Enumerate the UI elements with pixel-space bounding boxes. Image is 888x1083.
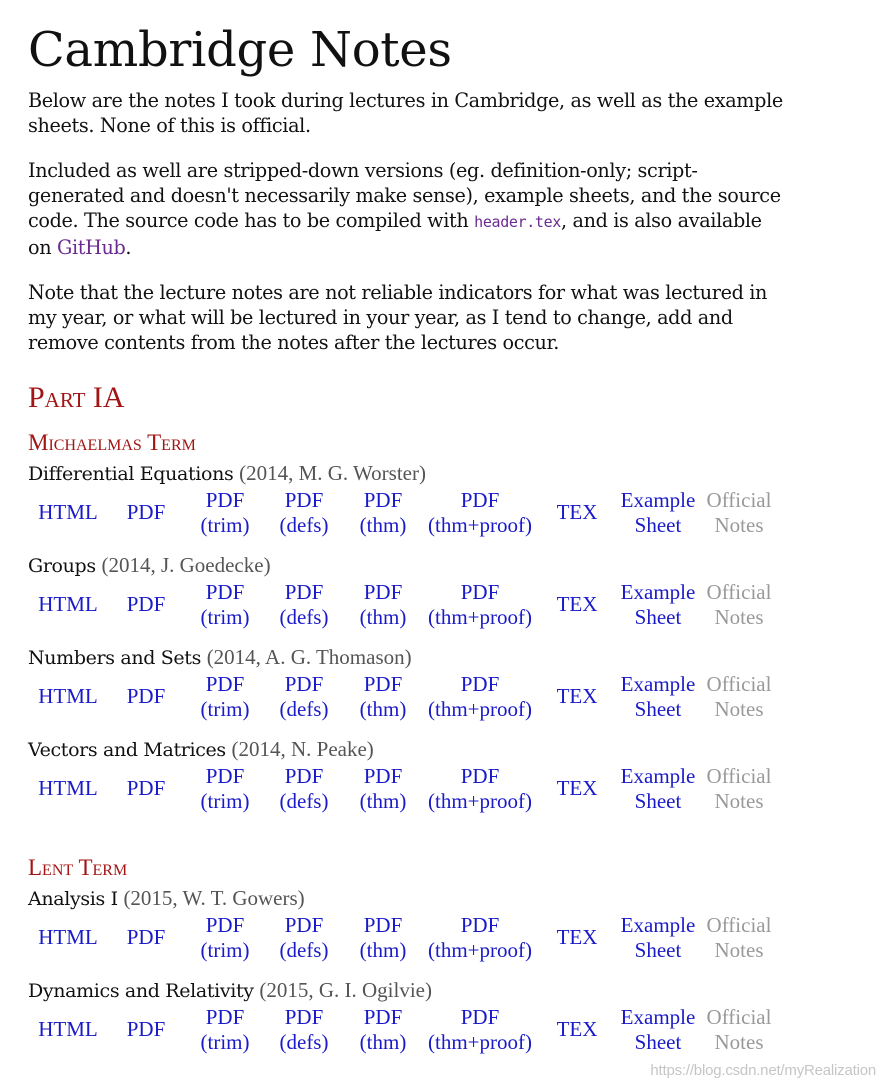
official-notes-link[interactable] bbox=[700, 580, 778, 630]
course-title bbox=[28, 737, 788, 762]
pdf-thm-link[interactable] bbox=[353, 913, 413, 963]
pdf-trim-link-label: PDF bbox=[205, 913, 245, 937]
pdf-thm-link[interactable] bbox=[353, 764, 413, 814]
pdf-thm-proof-link[interactable] bbox=[420, 672, 540, 722]
intro-text-1: Below are the notes I took during lectures in Cambridge, as well as the example sheets. None of this is official. bbox=[28, 89, 783, 137]
pdf-thm-proof-link-label: PDF bbox=[460, 580, 500, 604]
official-notes-link-label: Official bbox=[706, 488, 772, 512]
pdf-defs-link-sublabel: (defs) bbox=[279, 1030, 329, 1054]
intro-text-3: Note that the lecture notes are not reliable indicators for what was lectured in my year, or what will be lectured in your year, as I tend to change, add and remove contents from the notes after the lectures occur. bbox=[28, 281, 768, 354]
pdf-defs-link-sublabel: (defs) bbox=[279, 605, 329, 629]
pdf-defs-link-sublabel: (defs) bbox=[279, 513, 329, 537]
course-title bbox=[28, 886, 788, 911]
html-link-label: HTML bbox=[38, 684, 98, 708]
pdf-trim-link-label: PDF bbox=[205, 764, 245, 788]
course-name: Groups bbox=[28, 555, 96, 577]
course-meta: (2014, M. G. Worster) bbox=[239, 461, 426, 485]
pdf-thm-link-label: PDF bbox=[363, 580, 403, 604]
term-heading: Lent Term bbox=[28, 855, 128, 880]
pdf-defs-link-label: PDF bbox=[284, 672, 324, 696]
page-title: Cambridge Notes bbox=[28, 22, 452, 78]
pdf-defs-link-label: PDF bbox=[284, 913, 324, 937]
pdf-trim-link[interactable] bbox=[195, 672, 255, 722]
course-entry bbox=[28, 978, 788, 1063]
pdf-link-label: PDF bbox=[126, 592, 166, 616]
example-sheet-link-sublabel: Sheet bbox=[634, 789, 682, 813]
official-notes-link[interactable] bbox=[700, 488, 778, 538]
course-meta: (2015, G. I. Ogilvie) bbox=[259, 978, 432, 1002]
pdf-thm-proof-link-label: PDF bbox=[460, 488, 500, 512]
github-link[interactable]: GitHub bbox=[56, 236, 126, 259]
pdf-trim-link-label: PDF bbox=[205, 488, 245, 512]
example-sheet-link-sublabel: Sheet bbox=[634, 513, 682, 537]
pdf-thm-link[interactable] bbox=[353, 488, 413, 538]
example-sheet-link[interactable] bbox=[614, 672, 702, 722]
official-notes-link-label: Official bbox=[706, 672, 772, 696]
example-sheet-link-sublabel: Sheet bbox=[634, 605, 682, 629]
pdf-defs-link[interactable] bbox=[274, 764, 334, 814]
official-notes-link[interactable] bbox=[700, 913, 778, 963]
course-entry bbox=[28, 553, 788, 638]
pdf-thm-link-label: PDF bbox=[363, 1005, 403, 1029]
html-link[interactable] bbox=[38, 776, 98, 801]
pdf-thm-proof-link[interactable] bbox=[420, 580, 540, 630]
html-link-label: HTML bbox=[38, 1017, 98, 1041]
course-links bbox=[28, 488, 788, 546]
pdf-thm-link-sublabel: (thm) bbox=[359, 789, 407, 813]
pdf-thm-proof-link[interactable] bbox=[420, 1005, 540, 1055]
tex-link[interactable] bbox=[554, 776, 600, 801]
pdf-defs-link-label: PDF bbox=[284, 488, 324, 512]
course-name: Numbers and Sets bbox=[28, 647, 201, 669]
pdf-thm-proof-link[interactable] bbox=[420, 488, 540, 538]
official-notes-link-sublabel: Notes bbox=[714, 513, 764, 537]
pdf-trim-link[interactable] bbox=[195, 488, 255, 538]
pdf-defs-link[interactable] bbox=[274, 913, 334, 963]
course-title bbox=[28, 978, 788, 1003]
pdf-trim-link-sublabel: (trim) bbox=[200, 605, 250, 629]
pdf-trim-link[interactable] bbox=[195, 1005, 255, 1055]
example-sheet-link-label: Example bbox=[620, 764, 696, 788]
tex-link[interactable] bbox=[554, 925, 600, 950]
official-notes-link[interactable] bbox=[700, 1005, 778, 1055]
pdf-trim-link[interactable] bbox=[195, 764, 255, 814]
pdf-thm-proof-link-label: PDF bbox=[460, 913, 500, 937]
pdf-thm-proof-link-sublabel: (thm+proof) bbox=[428, 605, 532, 629]
pdf-link[interactable] bbox=[124, 500, 168, 525]
official-notes-link-label: Official bbox=[706, 1005, 772, 1029]
html-link-label: HTML bbox=[38, 925, 98, 949]
pdf-defs-link[interactable] bbox=[274, 488, 334, 538]
pdf-trim-link-label: PDF bbox=[205, 1005, 245, 1029]
intro-paragraph-1 bbox=[28, 88, 788, 138]
pdf-thm-proof-link-label: PDF bbox=[460, 1005, 500, 1029]
term-heading: Michaelmas Term bbox=[28, 430, 196, 455]
official-notes-link-sublabel: Notes bbox=[714, 1030, 764, 1054]
header-tex-code: header.tex bbox=[474, 213, 561, 231]
pdf-trim-link-label: PDF bbox=[205, 580, 245, 604]
html-link-label: HTML bbox=[38, 776, 98, 800]
tex-link[interactable] bbox=[554, 500, 600, 525]
course-entry bbox=[28, 461, 788, 546]
pdf-thm-proof-link-label: PDF bbox=[460, 764, 500, 788]
course-links bbox=[28, 672, 788, 730]
intro-paragraph-2 bbox=[28, 158, 788, 260]
pdf-thm-link[interactable] bbox=[353, 580, 413, 630]
intro-paragraph-3 bbox=[28, 280, 788, 355]
tex-link-label: TEX bbox=[556, 592, 598, 616]
example-sheet-link-sublabel: Sheet bbox=[634, 938, 682, 962]
pdf-defs-link-sublabel: (defs) bbox=[279, 938, 329, 962]
course-title bbox=[28, 461, 788, 486]
pdf-trim-link-sublabel: (trim) bbox=[200, 938, 250, 962]
pdf-thm-proof-link-sublabel: (thm+proof) bbox=[428, 513, 532, 537]
course-links bbox=[28, 764, 788, 822]
pdf-thm-link-label: PDF bbox=[363, 488, 403, 512]
official-notes-link-sublabel: Notes bbox=[714, 938, 764, 962]
example-sheet-link[interactable] bbox=[614, 1005, 702, 1055]
pdf-thm-link-label: PDF bbox=[363, 672, 403, 696]
course-title bbox=[28, 553, 788, 578]
watermark: https://blog.csdn.net/myRealization bbox=[650, 1062, 876, 1079]
pdf-trim-link[interactable] bbox=[195, 913, 255, 963]
official-notes-link-sublabel: Notes bbox=[714, 697, 764, 721]
course-name: Analysis I bbox=[28, 888, 118, 910]
course-entry bbox=[28, 737, 788, 822]
course-entry bbox=[28, 645, 788, 730]
pdf-trim-link-sublabel: (trim) bbox=[200, 697, 250, 721]
course-entry bbox=[28, 886, 788, 971]
pdf-thm-link-sublabel: (thm) bbox=[359, 938, 407, 962]
example-sheet-link-label: Example bbox=[620, 580, 696, 604]
pdf-link-label: PDF bbox=[126, 776, 166, 800]
pdf-defs-link[interactable] bbox=[274, 580, 334, 630]
pdf-thm-link-sublabel: (thm) bbox=[359, 513, 407, 537]
html-link[interactable] bbox=[38, 500, 98, 525]
pdf-thm-link-sublabel: (thm) bbox=[359, 605, 407, 629]
example-sheet-link-label: Example bbox=[620, 488, 696, 512]
course-links bbox=[28, 913, 788, 971]
page-content bbox=[28, 0, 788, 1063]
pdf-defs-link-sublabel: (defs) bbox=[279, 789, 329, 813]
tex-link-label: TEX bbox=[556, 1017, 598, 1041]
pdf-thm-proof-link-sublabel: (thm+proof) bbox=[428, 1030, 532, 1054]
html-link-label: HTML bbox=[38, 500, 98, 524]
intro-text-2c: . bbox=[125, 236, 132, 259]
html-link[interactable] bbox=[38, 1017, 98, 1042]
pdf-thm-proof-link[interactable] bbox=[420, 764, 540, 814]
html-link[interactable] bbox=[38, 925, 98, 950]
course-meta: (2015, W. T. Gowers) bbox=[123, 886, 305, 910]
tex-link-label: TEX bbox=[556, 776, 598, 800]
course-title bbox=[28, 645, 788, 670]
pdf-thm-proof-link-sublabel: (thm+proof) bbox=[428, 789, 532, 813]
tex-link[interactable] bbox=[554, 1017, 600, 1042]
pdf-thm-proof-link-sublabel: (thm+proof) bbox=[428, 938, 532, 962]
official-notes-link-sublabel: Notes bbox=[714, 789, 764, 813]
example-sheet-link[interactable] bbox=[614, 488, 702, 538]
tex-link[interactable] bbox=[554, 684, 600, 709]
course-name: Differential Equations bbox=[28, 463, 234, 485]
pdf-thm-proof-link-sublabel: (thm+proof) bbox=[428, 697, 532, 721]
pdf-link[interactable] bbox=[124, 592, 168, 617]
pdf-defs-link[interactable] bbox=[274, 1005, 334, 1055]
pdf-thm-proof-link[interactable] bbox=[420, 913, 540, 963]
pdf-link-label: PDF bbox=[126, 684, 166, 708]
pdf-defs-link-sublabel: (defs) bbox=[279, 697, 329, 721]
course-name: Dynamics and Relativity bbox=[28, 980, 254, 1002]
intro-text-2a: Included as well are stripped-down versions (eg. definition-only; script-generated and doesn't necessarily make sense), example sheets, and the source code. The source code has to be compiled with bbox=[28, 159, 781, 232]
pdf-link[interactable] bbox=[124, 684, 168, 709]
pdf-thm-link[interactable] bbox=[353, 672, 413, 722]
pdf-link[interactable] bbox=[124, 1017, 168, 1042]
terms-container bbox=[28, 431, 788, 1063]
pdf-thm-link-label: PDF bbox=[363, 764, 403, 788]
official-notes-link-label: Official bbox=[706, 580, 772, 604]
pdf-trim-link-sublabel: (trim) bbox=[200, 1030, 250, 1054]
pdf-trim-link[interactable] bbox=[195, 580, 255, 630]
pdf-defs-link-label: PDF bbox=[284, 764, 324, 788]
pdf-thm-link-sublabel: (thm) bbox=[359, 697, 407, 721]
example-sheet-link-label: Example bbox=[620, 913, 696, 937]
official-notes-link-label: Official bbox=[706, 913, 772, 937]
pdf-link[interactable] bbox=[124, 776, 168, 801]
tex-link[interactable] bbox=[554, 592, 600, 617]
pdf-link-label: PDF bbox=[126, 925, 166, 949]
pdf-thm-proof-link-label: PDF bbox=[460, 672, 500, 696]
example-sheet-link-label: Example bbox=[620, 672, 696, 696]
tex-link-label: TEX bbox=[556, 925, 598, 949]
html-link-label: HTML bbox=[38, 592, 98, 616]
pdf-link-label: PDF bbox=[126, 500, 166, 524]
official-notes-link-label: Official bbox=[706, 764, 772, 788]
pdf-trim-link-sublabel: (trim) bbox=[200, 513, 250, 537]
official-notes-link[interactable] bbox=[700, 764, 778, 814]
course-links bbox=[28, 1005, 788, 1063]
pdf-link[interactable] bbox=[124, 925, 168, 950]
course-name: Vectors and Matrices bbox=[28, 739, 226, 761]
official-notes-link-sublabel: Notes bbox=[714, 605, 764, 629]
pdf-defs-link-label: PDF bbox=[284, 580, 324, 604]
pdf-trim-link-sublabel: (trim) bbox=[200, 789, 250, 813]
pdf-thm-link[interactable] bbox=[353, 1005, 413, 1055]
course-links bbox=[28, 580, 788, 638]
html-link[interactable] bbox=[38, 592, 98, 617]
example-sheet-link-label: Example bbox=[620, 1005, 696, 1029]
example-sheet-link[interactable] bbox=[614, 764, 702, 814]
pdf-trim-link-label: PDF bbox=[205, 672, 245, 696]
tex-link-label: TEX bbox=[556, 500, 598, 524]
html-link[interactable] bbox=[38, 684, 98, 709]
example-sheet-link[interactable] bbox=[614, 580, 702, 630]
course-meta: (2014, A. G. Thomason) bbox=[206, 645, 412, 669]
example-sheet-link[interactable] bbox=[614, 913, 702, 963]
pdf-thm-link-sublabel: (thm) bbox=[359, 1030, 407, 1054]
example-sheet-link-sublabel: Sheet bbox=[634, 1030, 682, 1054]
pdf-defs-link[interactable] bbox=[274, 672, 334, 722]
part-heading: Part IA bbox=[28, 381, 125, 414]
course-meta: (2014, N. Peake) bbox=[231, 737, 374, 761]
pdf-link-label: PDF bbox=[126, 1017, 166, 1041]
pdf-defs-link-label: PDF bbox=[284, 1005, 324, 1029]
tex-link-label: TEX bbox=[556, 684, 598, 708]
official-notes-link[interactable] bbox=[700, 672, 778, 722]
example-sheet-link-sublabel: Sheet bbox=[634, 697, 682, 721]
course-meta: (2014, J. Goedecke) bbox=[101, 553, 271, 577]
intro-text-2b: , and is also available on bbox=[28, 209, 762, 259]
pdf-thm-link-label: PDF bbox=[363, 913, 403, 937]
